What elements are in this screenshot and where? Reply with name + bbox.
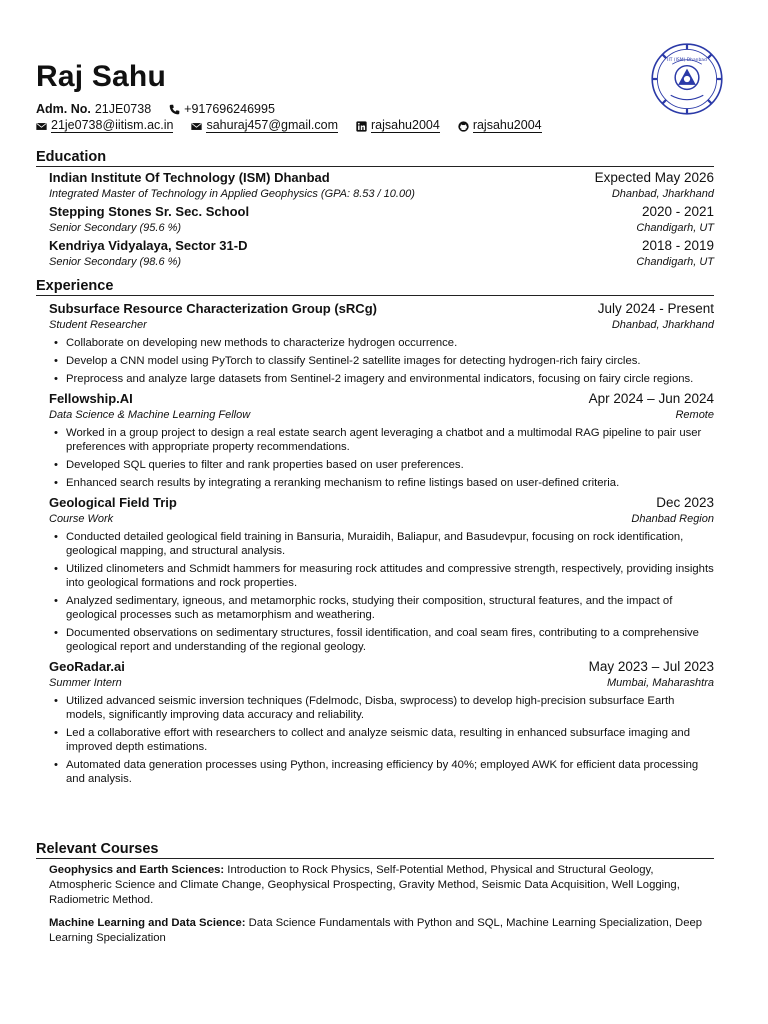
bullet-item: • Utilized advanced seismic inversion techniques (Fdelmodc, Disba, swprocess) to develop high-precision subsurface Earth models, significantly improving data accuracy and reliability.	[66, 694, 714, 722]
entry-date: Dec 2023	[656, 495, 714, 510]
course-group-text: Data Science Fundamentals with Python and SQL, Machine Learning Specialization, Deep Learning Specialization	[49, 917, 703, 944]
entry-date: 2020 - 2021	[641, 204, 714, 219]
organization-name: GeoRadar.ai	[49, 659, 125, 674]
institution-name: Kendriya Vidyalaya, Sector 31-D	[49, 238, 248, 253]
bullet-item: • Collaborate on developing new methods to characterize hydrogen occurrence.	[66, 336, 714, 350]
github-handle: rajsahu2004	[472, 118, 542, 132]
education-entry	[36, 169, 714, 203]
role-title: Data Science & Machine Learning Fellow	[49, 409, 251, 421]
linkedin-link[interactable]	[356, 119, 440, 133]
svg-text:IIT (ISM) Dhanbad: IIT (ISM) Dhanbad	[667, 58, 707, 64]
experience-entry	[36, 300, 714, 334]
entry-date: Expected May 2026	[594, 170, 714, 185]
bullet-item: • Worked in a group project to design a real estate search agent leveraging a chatbot and a multimodal RAG pipeline to pair user preferences with appropriate property recommendations.	[66, 426, 714, 454]
entry-location: Chandigarh, UT	[636, 256, 714, 268]
organization-name: Fellowship.AI	[49, 391, 133, 406]
experience-entry	[36, 658, 714, 692]
degree-text: Senior Secondary (95.6 %)	[49, 222, 182, 234]
organization-name: Geological Field Trip	[49, 495, 177, 510]
bullet-item: • Develop a CNN model using PyTorch to classify Sentinel-2 satellite images for detecting hydrogen-rich fairy circles.	[66, 354, 714, 368]
experience-entry	[36, 390, 714, 424]
bullet-list	[36, 336, 714, 386]
github-icon	[458, 121, 469, 132]
course-group-text: Introduction to Rock Physics, Self-Potential Method, Physical and Structural Geology, Atmospheric Science and Climate Change, Geophysical Prospecting, Gravity Method, Seismic Data Acquisition, Well Logging, Radiometric Method.	[49, 864, 680, 906]
degree-text: Senior Secondary (98.6 %)	[49, 256, 182, 268]
bullet-item: • Developed SQL queries to filter and rank properties based on user preferences.	[66, 458, 714, 472]
role-title: Course Work	[49, 513, 114, 525]
contact-row-links	[36, 119, 542, 133]
experience-entry	[36, 494, 714, 528]
entry-date: July 2024 - Present	[597, 301, 714, 316]
envelope-icon	[191, 121, 202, 132]
bullet-list	[36, 530, 714, 654]
institution-name: Indian Institute Of Technology (ISM) Dhanbad	[49, 170, 330, 185]
course-group	[36, 916, 714, 946]
bullet-item: • Documented observations on sedimentary structures, fossil identification, and coal seam fires, contributing to a comprehensive geological report and understanding of the regional geology.	[66, 626, 714, 654]
entry-date: 2018 - 2019	[641, 238, 714, 253]
course-group-label: Geophysics and Earth Sciences:	[49, 864, 225, 876]
github-link[interactable]	[458, 119, 542, 133]
entry-location: Dhanbad Region	[631, 513, 714, 525]
phone-contact[interactable]	[169, 102, 275, 116]
entry-date: Apr 2024 – Jun 2024	[588, 391, 714, 406]
courses-section	[36, 841, 714, 946]
linkedin-icon	[356, 121, 367, 132]
bullet-item: • Conducted detailed geological field training in Bansuria, Muraidih, Baliapur, and Basudevpur, focusing on rock identification, geological mapping, and structural analysis.	[66, 530, 714, 558]
education-section	[36, 149, 714, 271]
bullet-item: • Analyzed sedimentary, igneous, and metamorphic rocks, studying their composition, structural features, and the impact of geological processes such as metamorphism and weathering.	[66, 594, 714, 622]
contact-row-primary	[36, 102, 275, 116]
course-group	[36, 863, 714, 908]
entry-location: Dhanbad, Jharkhand	[611, 188, 714, 200]
phone-number: +917696246995	[184, 102, 275, 116]
bullet-list	[36, 694, 714, 786]
email-institute: 21je0738@iitism.ac.in	[51, 118, 174, 132]
candidate-name: Raj Sahu	[36, 60, 166, 93]
education-entry	[36, 237, 714, 271]
entry-date: May 2023 – Jul 2023	[588, 659, 714, 674]
phone-icon	[169, 104, 180, 115]
section-title: Experience	[36, 278, 714, 296]
bullet-item: • Automated data generation processes using Python, increasing efficiency by 40%; employed AWK for efficient data processing and analysis.	[66, 758, 714, 786]
bullet-item: • Led a collaborative effort with researchers to collect and analyze seismic data, resulting in enhanced subsurface imaging and improved depth estimations.	[66, 726, 714, 754]
entry-location: Mumbai, Maharashtra	[607, 677, 714, 689]
entry-location: Remote	[675, 409, 714, 421]
institute-logo	[650, 42, 724, 116]
education-entry	[36, 203, 714, 237]
role-title: Student Researcher	[49, 319, 147, 331]
section-title: Relevant Courses	[36, 841, 714, 859]
bullet-item: • Utilized clinometers and Schmidt hammers for measuring rock attitudes and compressive strength, respectively, providing insights into geological formations and rock properties.	[66, 562, 714, 590]
bullet-item: • Enhanced search results by integrating a reranking mechanism to refine listings based on user-defined criteria.	[66, 476, 714, 490]
envelope-icon	[36, 121, 47, 132]
linkedin-handle: rajsahu2004	[371, 118, 440, 132]
entry-location: Chandigarh, UT	[636, 222, 714, 234]
adm-label: Adm. No.	[36, 102, 91, 116]
admission-number	[36, 102, 151, 116]
institution-name: Stepping Stones Sr. Sec. School	[49, 204, 250, 219]
bullet-list	[36, 426, 714, 490]
entry-location: Dhanbad, Jharkhand	[611, 319, 714, 331]
degree-text: Integrated Master of Technology in Applied Geophysics (GPA: 8.53 / 10.00)	[49, 188, 415, 200]
experience-section	[36, 278, 714, 790]
organization-name: Subsurface Resource Characterization Group (sRCg)	[49, 301, 377, 316]
section-title: Education	[36, 149, 714, 167]
email-personal: sahuraj457@gmail.com	[206, 118, 338, 132]
course-group-label: Machine Learning and Data Science:	[49, 917, 246, 929]
role-title: Summer Intern	[49, 677, 122, 689]
email-personal-link[interactable]	[191, 119, 338, 133]
adm-value: 21JE0738	[94, 102, 152, 116]
email-institute-link[interactable]	[36, 119, 173, 133]
bullet-item: • Preprocess and analyze large datasets from Sentinel-2 imagery and environmental indicators, focusing on fairy circle regions.	[66, 372, 714, 386]
